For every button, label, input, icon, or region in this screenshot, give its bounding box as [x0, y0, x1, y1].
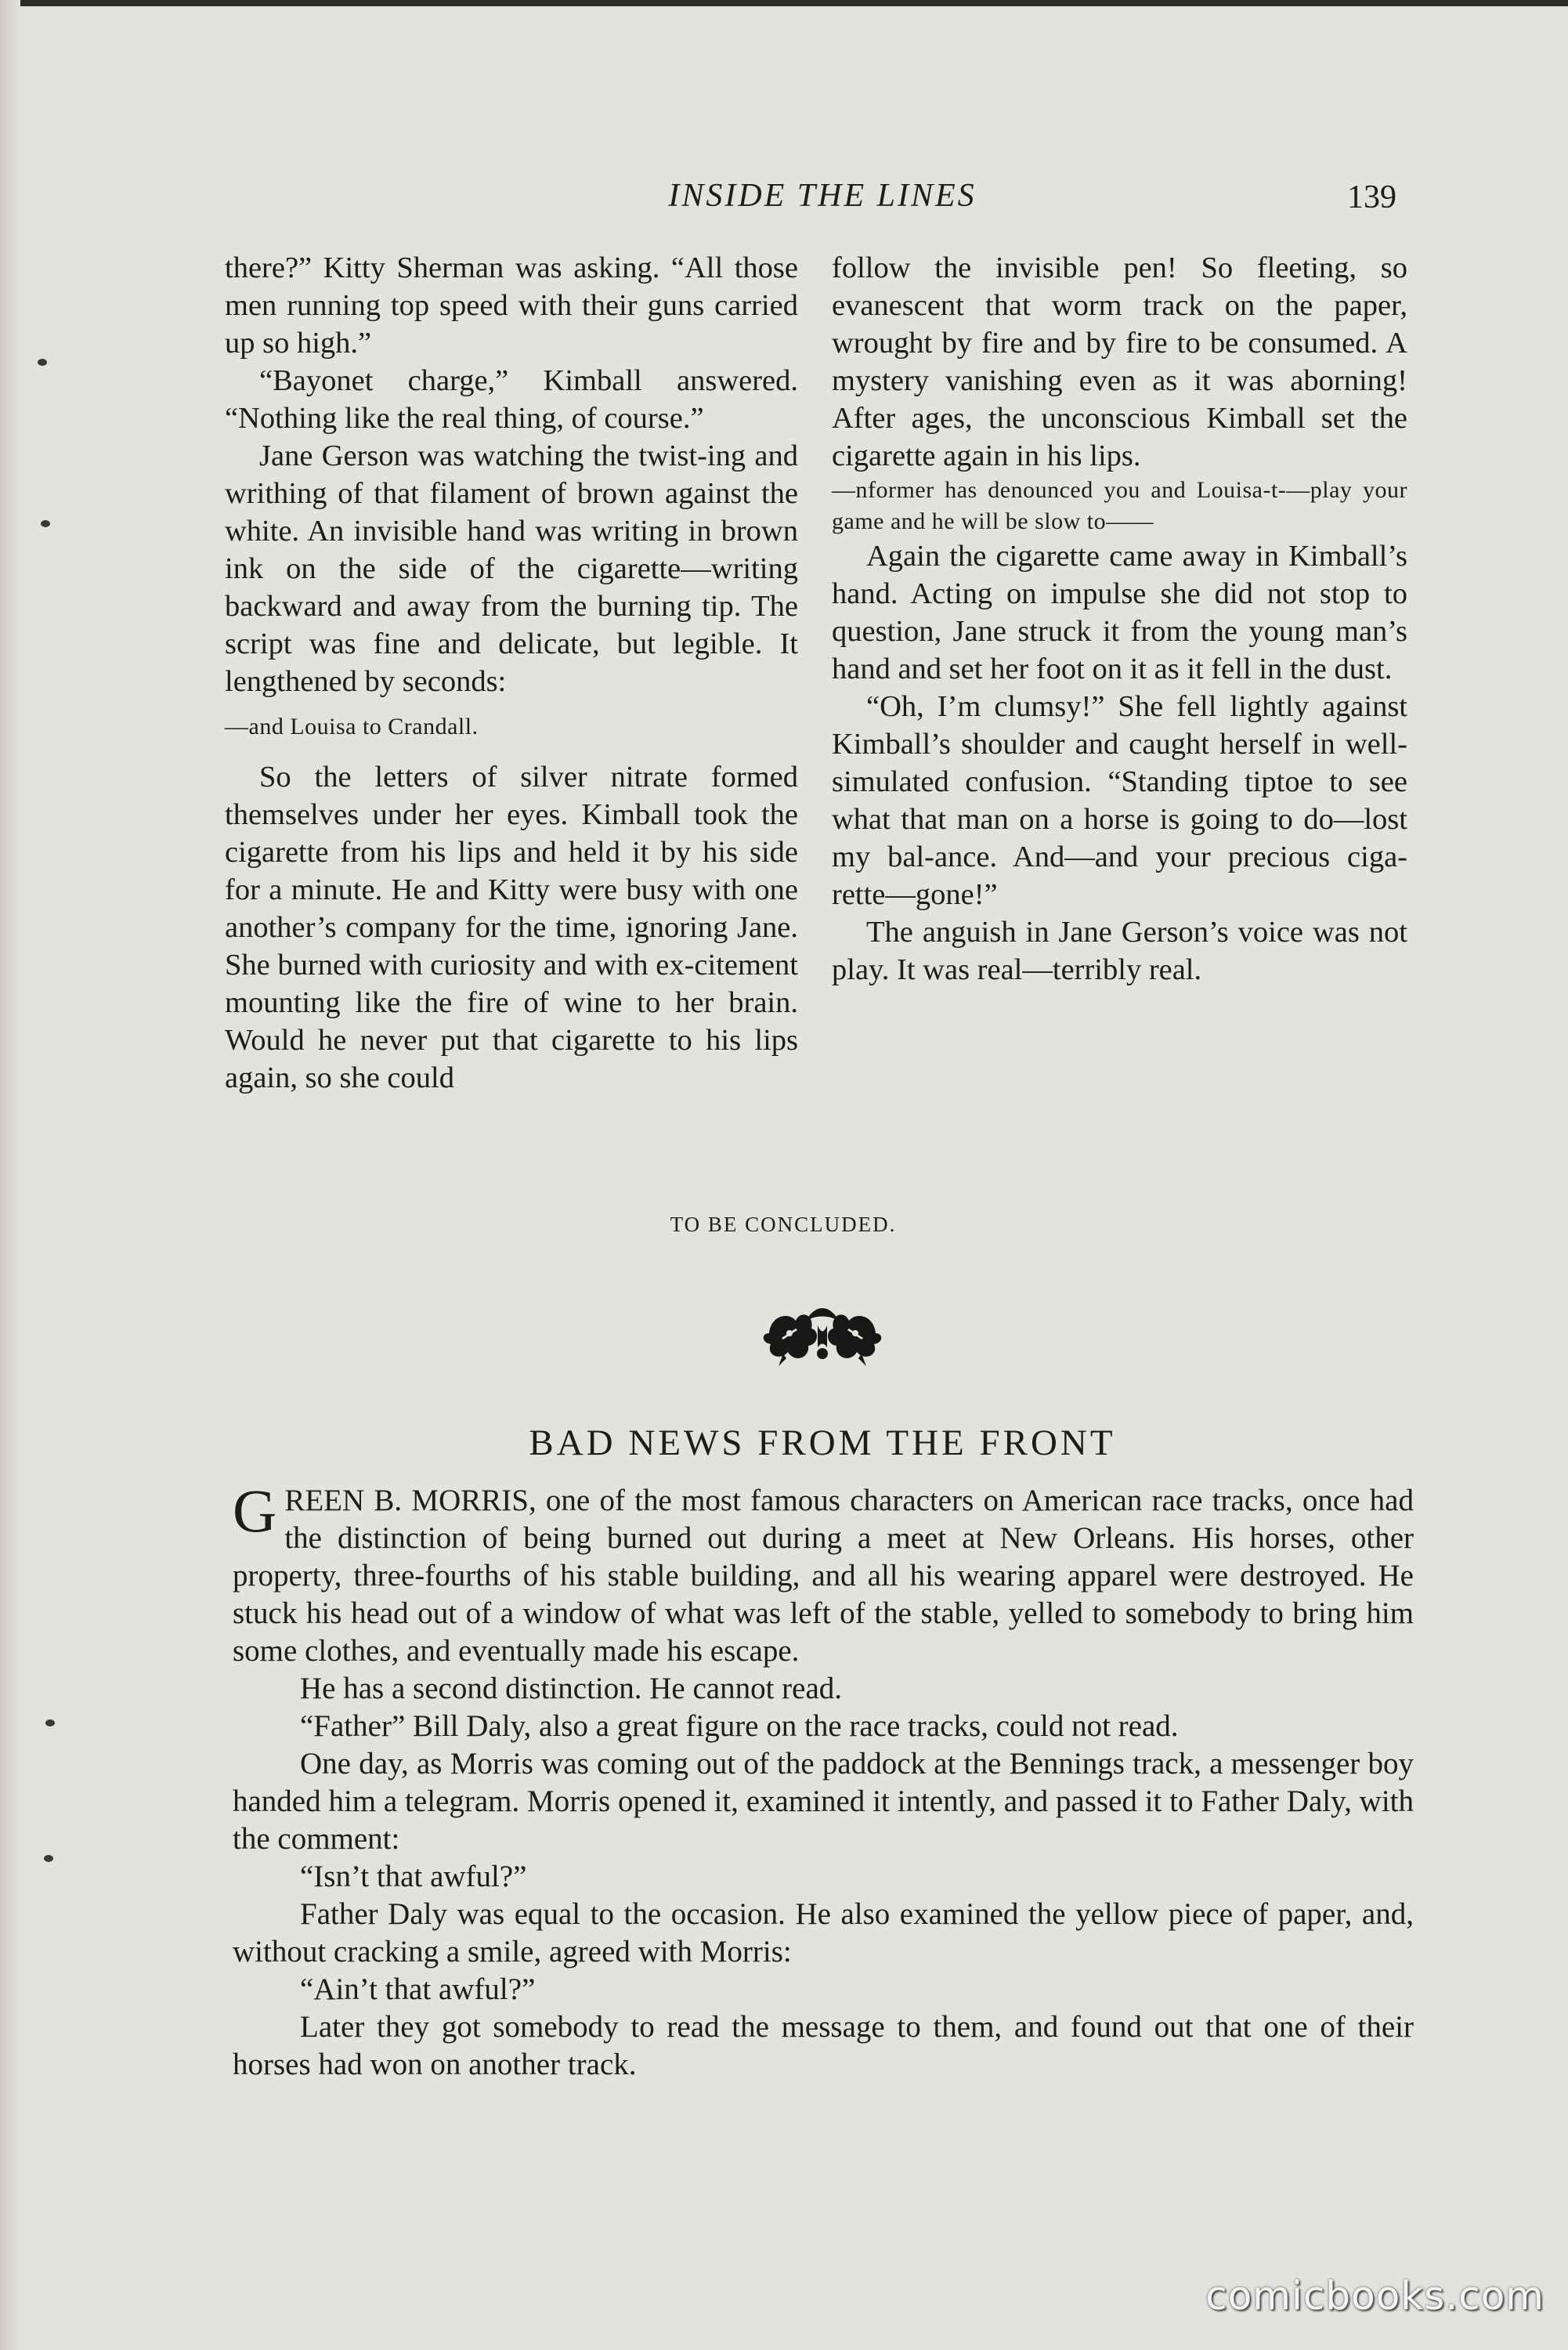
story-paragraph: The anguish in Jane Gerson’s voice was not play. It was real—terribly real.: [832, 916, 1407, 986]
floral-ornament-icon: [760, 1299, 885, 1368]
story-paragraph: “Bayonet charge,” Kimball answered. “Nothing like the real thing, of course.”: [225, 364, 798, 435]
lead-text: REEN B. MORRIS, one of the most famous characters on American race tracks, once had the distinction of being burned out during a meet at New Orleans. His horses, other property, three-fourths of his stable building, and all his wearing apparel were destroyed. He stuck his head out of a window of what was left of the stable, yelled to somebody to bring him some clothes, and eventually made his escape.: [233, 1484, 1414, 1668]
article-paragraph: “Father” Bill Daly, also a great figure on the race tracks, could not read.: [300, 1709, 1179, 1743]
lead-paragraph: [233, 1477, 1414, 1670]
article-paragraph: “Ain’t that awful?”: [300, 1972, 536, 2006]
story-paragraph: “Oh, I’m clumsy!” She fell lightly against Kimball’s shoulder and caught herself in well-simulated confusion. “Standing tiptoe to see what that man on a horse is going to do—lost my bal-ance. And—and your precious ciga-rette—gone!”: [832, 690, 1407, 911]
story-paragraph: Jane Gerson was watching the twist-ing and writhing of that filament of brown against the white. An invisible hand was writing in brown ink on the side of the cigarette—writing backward and away from the burning tip. The script was fine and delicate, but legible. It lengthened by seconds:: [225, 439, 798, 698]
punch-mark: [44, 1855, 53, 1862]
article-body: [233, 1477, 1414, 2084]
article-paragraph: Father Daly was equal to the occasion. He also examined the yellow piece of paper, and, without cracking a smile, agreed with Morris:: [233, 1897, 1414, 1969]
story-left-column: [225, 249, 798, 1097]
punch-mark: [45, 1719, 55, 1726]
punch-mark: [41, 520, 50, 527]
punch-mark: [38, 359, 47, 366]
page-edge-shadow: [0, 0, 20, 2350]
story-paragraph: there?” Kitty Sherman was asking. “All those men running top speed with their guns carried up so high.”: [225, 251, 798, 360]
story-paragraph: follow the invisible pen! So fleeting, so evanescent that worm track on the paper, wrought by fire and by fire to be consumed. A mystery vanishing even as it was aborning! After ages, the unconscious Kimball set the cigarette again in his lips.: [832, 251, 1407, 472]
article-title: BAD NEWS FROM THE FRONT: [529, 1423, 1116, 1463]
drop-cap: G: [233, 1477, 277, 1545]
running-title: INSIDE THE LINES: [668, 178, 977, 214]
article-paragraph: One day, as Morris was coming out of the paddock at the Bennings track, a messenger boy handed him a telegram. Morris opened it, examined it intently, and passed it to Father Daly, with the comment:: [233, 1747, 1414, 1856]
article-paragraph: “Isn’t that awful?”: [300, 1860, 527, 1893]
story-right-column: [832, 249, 1407, 989]
story-paragraph: Again the cigarette came away in Kimball’s hand. Acting on impulse she did not stop to question, Jane struck it from the young man’s hand and set her foot on it as it fell in the dust.: [832, 540, 1407, 685]
page-number: 139: [1347, 179, 1396, 215]
watermark: comicbooks.com: [1205, 2273, 1545, 2319]
article-paragraph: He has a second distinction. He cannot read.: [300, 1672, 843, 1705]
secret-message: —and Louisa to Crandall.: [225, 714, 479, 739]
to-be-concluded-note: TO BE CONCLUDED.: [670, 1213, 897, 1236]
article-paragraph: Later they got somebody to read the message to them, and found out that one of their horses had won on another track.: [233, 2010, 1414, 2081]
secret-message: —nformer has denounced you and Louisa-t-—play your game and he will be slow to——: [832, 477, 1407, 534]
top-border: [0, 0, 1568, 6]
story-paragraph: So the letters of silver nitrate formed themselves under her eyes. Kimball took the cigarette from his lips and held it by his side for a minute. He and Kitty were busy with one another’s company for the time, ignoring Jane. She burned with curiosity and with ex-citement mounting like the fire of wine to her brain. Would he never put that cigarette to his lips again, so she could: [225, 761, 798, 1094]
